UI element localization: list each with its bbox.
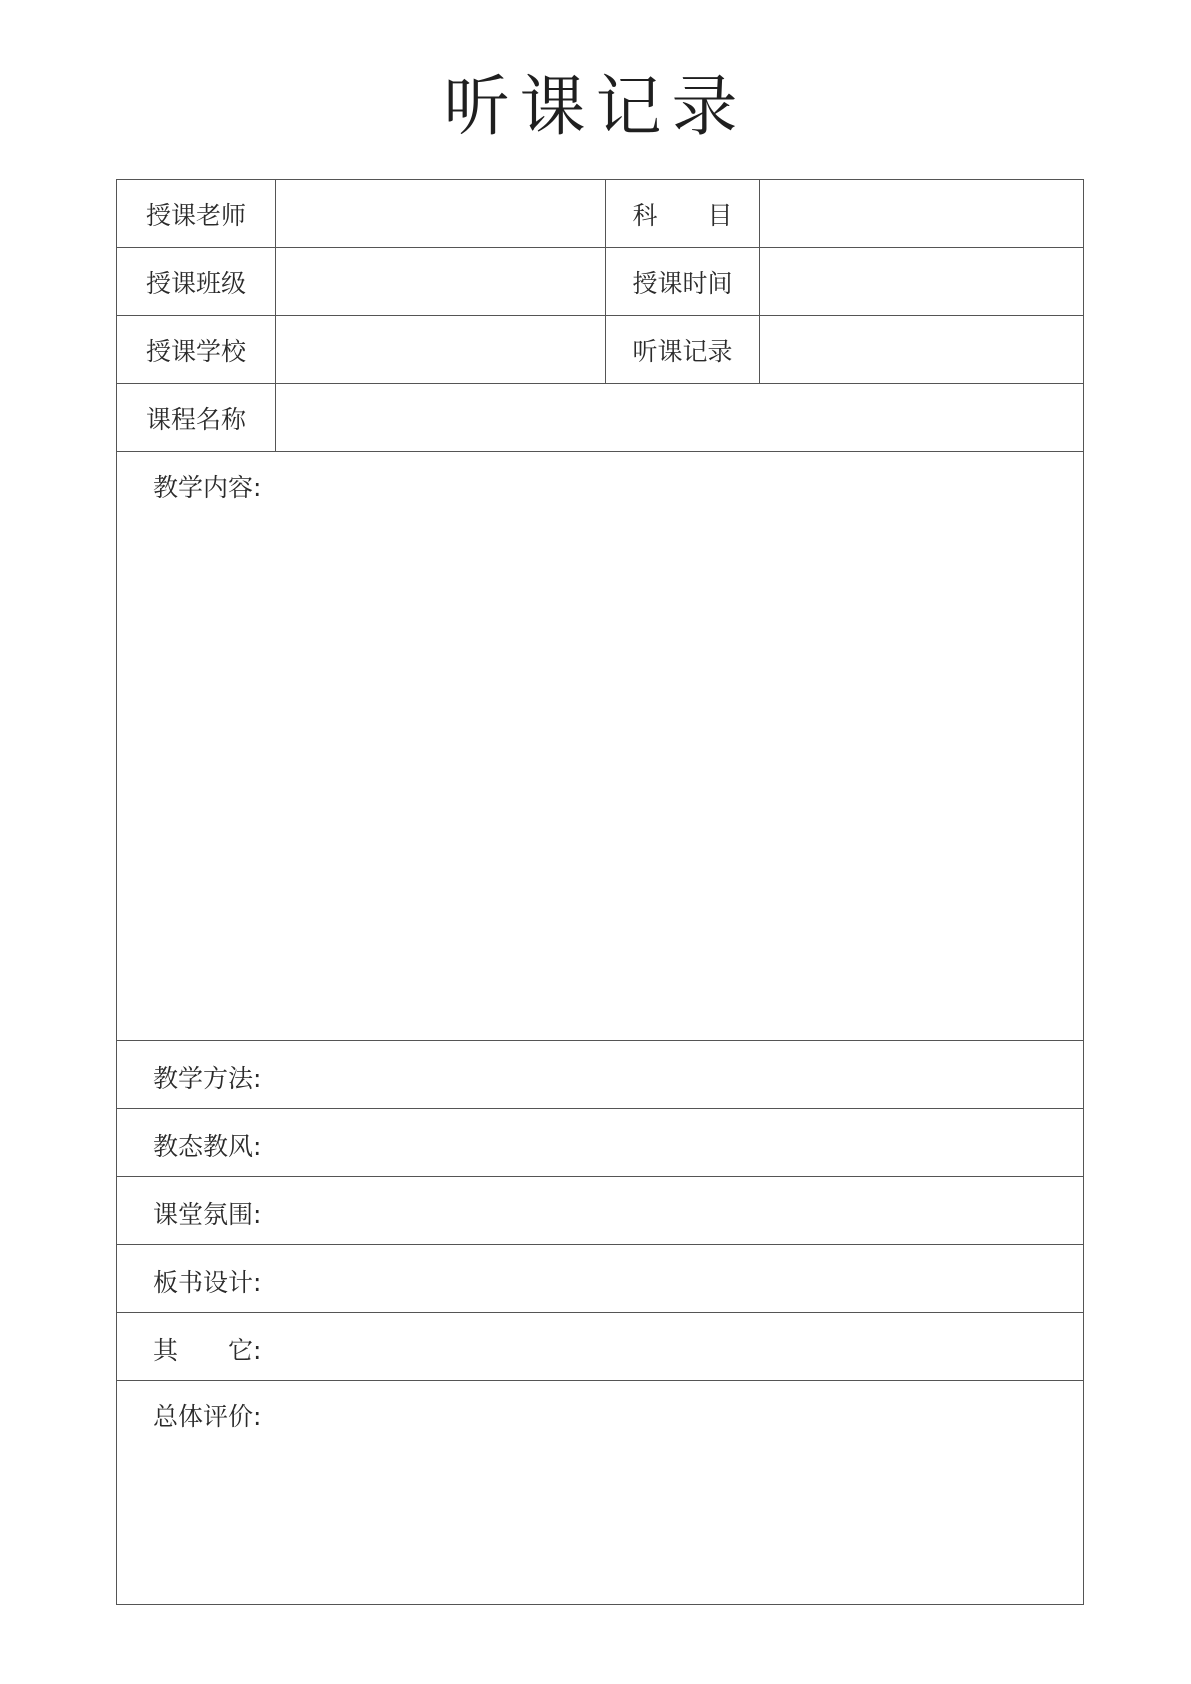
subject-field[interactable] [759,180,1083,247]
recorder-label: 听课记录 [605,316,759,383]
class-label: 授课班级 [145,268,246,298]
time-field[interactable] [759,248,1083,315]
row-course [117,384,1083,452]
school-label: 授课学校 [145,336,246,366]
manner-label: 教态教风: [153,1132,262,1161]
class-field[interactable] [275,248,605,315]
section-other[interactable] [117,1313,1083,1381]
observation-form [116,179,1084,1605]
row-class-time [117,248,1083,316]
other-label: 其 它: [153,1336,262,1365]
page-title: 听课记录 [443,68,748,145]
section-content[interactable] [117,452,1083,1041]
subject-label: 科 目 [605,180,759,247]
board-label: 板书设计: [153,1268,262,1297]
teacher-field[interactable] [275,180,605,247]
section-atmosphere[interactable] [117,1177,1083,1245]
recorder-field[interactable] [759,316,1083,383]
atmosphere-label: 课堂氛围: [153,1200,262,1229]
method-label: 教学方法: [153,1064,262,1093]
overall-label: 总体评价: [153,1402,262,1431]
section-board[interactable] [117,1245,1083,1313]
course-field[interactable] [275,384,1083,451]
section-overall[interactable] [117,1381,1083,1604]
time-label: 授课时间 [605,248,759,315]
school-field[interactable] [275,316,605,383]
section-manner[interactable] [117,1109,1083,1177]
row-teacher-subject [117,180,1083,248]
teacher-label: 授课老师 [145,200,246,230]
row-school-recorder [117,316,1083,384]
section-method[interactable] [117,1041,1083,1109]
course-label: 课程名称 [145,404,246,434]
content-label: 教学内容: [153,473,262,502]
